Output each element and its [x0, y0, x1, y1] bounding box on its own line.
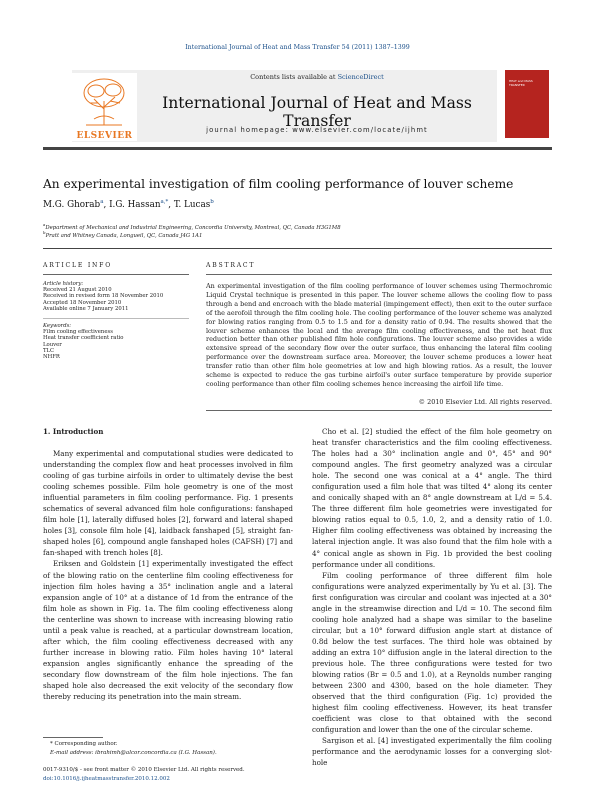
elsevier-tree-icon [72, 73, 137, 129]
paragraph: Eriksen and Goldstein [1] experimentally investigated the effect of the blowing ratio on the centerline film cooling effectiveness for injection film holes having a 35° inclination angle and a lateral expansion angle of 10° at a distance of 1d from the entrance of the film hole as shown in Fig. 1a. The film cooling effectiveness along the centerline was shown to increase with increasing blowing ratio until a peak value is reached, at a particular downstream location, after which, the film cooling effectiveness decreased with any further increase in blowing ratio. Film holes having 10° lateral expansion angles significantly enhance the spreading of the secondary flow downstream of the film hole injections. The fan shaped hole also decreased the exit velocity of the secondary flow thereby reducing its penetration into the main stream. [43, 559, 293, 702]
contents-prefix: Contents lists available at [250, 73, 338, 81]
header-rule [43, 147, 552, 150]
history-label: Article history: [43, 281, 84, 287]
affiliation-mark: b [43, 230, 46, 235]
paragraph: Cho et al. [2] studied the effect of the film hole geometry on heat transfer characteristics and the film cooling effectiveness. The holes had a 30° inclination angle and 0°, 45° and 90° compound angles. The first geometry analyzed was a circular hole. The second one was conical at a 4° angle. The third configuration used a film hole that was tilted 4° along its center and conically shaped with an 8° angle downstream at L/d = 5.4. The three different film hole geometries were investigated for blowing ratios equal to 0.5, 1.0, 2, and a density ratio of 1.0. Higher film cooling effectiveness was obtained by increasing the lateral injection angle. It was also found that the film hole with a 4° conical angle as shown in Fig. 1b provided the best cooling performance under all conditions. [312, 427, 552, 569]
keyword: Film cooling effectiveness [43, 329, 113, 336]
title-rule [43, 248, 552, 249]
author-name: I.G. Hassan [109, 199, 161, 210]
article-info-heading: ARTICLE INFO [43, 262, 113, 269]
journal-cover-image[interactable] [505, 70, 549, 138]
body-column-left [43, 448, 293, 702]
abstract-bottom-rule [206, 410, 552, 411]
cover-title: HEAT and MASS TRANSFER [509, 79, 533, 87]
keyword: Heat transfer coefficient ratio [43, 335, 124, 342]
abstract-heading: ABSTRACT [206, 262, 256, 269]
email-footnote[interactable]: E-mail address: ibrahimh@alcor.concordia.ca (I.G. Hassan). [50, 750, 217, 756]
author-affiliation-mark[interactable]: b [210, 199, 214, 205]
history-item: Available online 7 January 2011 [43, 305, 129, 312]
keywords-label: Keywords: [43, 323, 72, 329]
elsevier-logo[interactable] [72, 73, 137, 141]
keywords [43, 323, 193, 360]
history-rule [43, 318, 189, 319]
issn-line: 0017-9310/$ - see front matter © 2010 Elsevier Ltd. All rights reserved. [43, 767, 245, 773]
article-info-rule [43, 274, 189, 275]
affiliation-text: Pratt and Whitney Canada, Longueil, QC, Canada J4G 1A1 [45, 232, 203, 239]
keyword: NHFR [43, 354, 60, 361]
history-item: Received 21 August 2010 [43, 287, 112, 294]
abstract-text: An experimental investigation of the film cooling performance of louver schemes using Thermochromic Liquid Crystal technique is presented in this paper. The louver scheme allows the cooling flow to pass through a bend and encroach with the blade material (impingement effect), then exit to the outer surface of the aerofoil through the film cooling hole. The cooling performance of the louver scheme was analyzed for blowing ratios ranging from 0.5 to 1.5 and for a density ratio of 0.94. The results showed that the louver scheme enhances the local and the average film cooling effectiveness, and the net heat flux reduction better than other published film hole configurations. The louver scheme also provides a wide extensive spread of the secondary flow over the outer surface, thus enhancing the lateral film cooling performance over the downstream surface area. Moreover, the louver scheme produces a lower heat transfer ratio than other film hole geometries at low and high blowing ratios. As a result, the louver scheme is expected to reduce the gas turbine airfoil's outer surface temperature by provide superior cooling performance than other film cooling schemes hence increasing the airfoil life time. [206, 282, 552, 388]
paragraph: Sargison et al. [4] investigated experimentally the film cooling performance and the aerodynamic losses for a converging slot-hole [312, 736, 552, 768]
journal-reference[interactable]: International Journal of Heat and Mass Transfer 54 (2011) 1387–1399 [185, 44, 410, 51]
footnote-rule [43, 737, 103, 738]
doi-link[interactable]: doi:10.1016/j.ijheatmasstransfer.2010.12.002 [43, 776, 170, 782]
author-name: T. Lucas [173, 199, 211, 210]
abstract-copyright: © 2010 Elsevier Ltd. All rights reserved. [418, 398, 552, 406]
author-list: M.G. Ghorab$^a$, I.G. Hassan$^{a,*}$, T. Lucas$^b$ [43, 199, 214, 210]
history-item: Accepted 18 November 2010 [43, 299, 122, 306]
paragraph: Film cooling performance of three different film hole configurations were analyzed experimentally by Yu et al. [3]. The first configuration was circular and coolant was injected at a 30° angle in the streamwise direction and L/d = 10. The second film cooling hole analyzed had a shape was similar to the baseline circular, but a 10° forward diffusion angle start at distance of 0.8d below the test surfaces. The third hole was obtained by adding an extra 10° diffusion angle in the lateral direction to the previous hole. The three configurations were tested for two blowing ratios (Br = 0.5 and 1.0), at a Reynolds number ranging between 2300 and 4300, based on the hole diameter. They observed that the third configuration (Fig. 1c) provided the highest film cooling effectiveness. However, its heat transfer coefficient was close to that obtained with the second configuration and lower than the one of the circular scheme. [312, 570, 552, 735]
body-column-right [312, 426, 552, 768]
author-affiliation-mark[interactable]: a,* [160, 199, 169, 205]
history-item: Received in revised form 18 November 2010 [43, 293, 164, 300]
affiliation-text: Department of Mechanical and Industrial Engineering, Concordia University, Montreal, QC, Canada H3G1M8 [45, 224, 341, 231]
abstract-rule [206, 274, 552, 275]
article-title: An experimental investigation of film cooling performance of louver scheme [43, 177, 514, 191]
affiliation-mark: a [43, 222, 46, 227]
article-history [43, 281, 193, 312]
author-affiliation-mark[interactable]: a [100, 199, 104, 205]
author-name: M.G. Ghorab [43, 199, 101, 210]
sciencedirect-link[interactable]: ScienceDirect [337, 73, 384, 81]
publisher-name: ELSEVIER [76, 131, 133, 141]
section-heading: 1. Introduction [43, 427, 104, 436]
corresponding-author-note: * Corresponding author. [50, 741, 118, 747]
affiliation [43, 230, 202, 239]
contents-line [138, 73, 496, 81]
paragraph: Many experimental and computational studies were dedicated to understanding the complex flow and heat processes involved in film cooling of gas turbine airfoils in order to ultimately devise the best cooling schemes possible. Film hole geometry is one of the most influential parameters in film cooling performance. Fig. 1 presents schematics of several advanced film hole configurations: fanshaped film hole [1], laterally diffused holes [2], forward and lateral shaped holes [3], console film hole [4], laidback fanshaped [5], straight fan-shaped holes [6], compound angle fanshaped holes (CAFSH) [7] and fan-shaped with trench holes [8]. [43, 449, 293, 558]
journal-homepage[interactable]: journal homepage: www.elsevier.com/locate/ijhmt [206, 126, 428, 134]
keyword: Louver [43, 341, 62, 348]
journal-title: International Journal of Heat and Mass Transfer [162, 94, 472, 130]
keyword: TLC [43, 347, 55, 354]
